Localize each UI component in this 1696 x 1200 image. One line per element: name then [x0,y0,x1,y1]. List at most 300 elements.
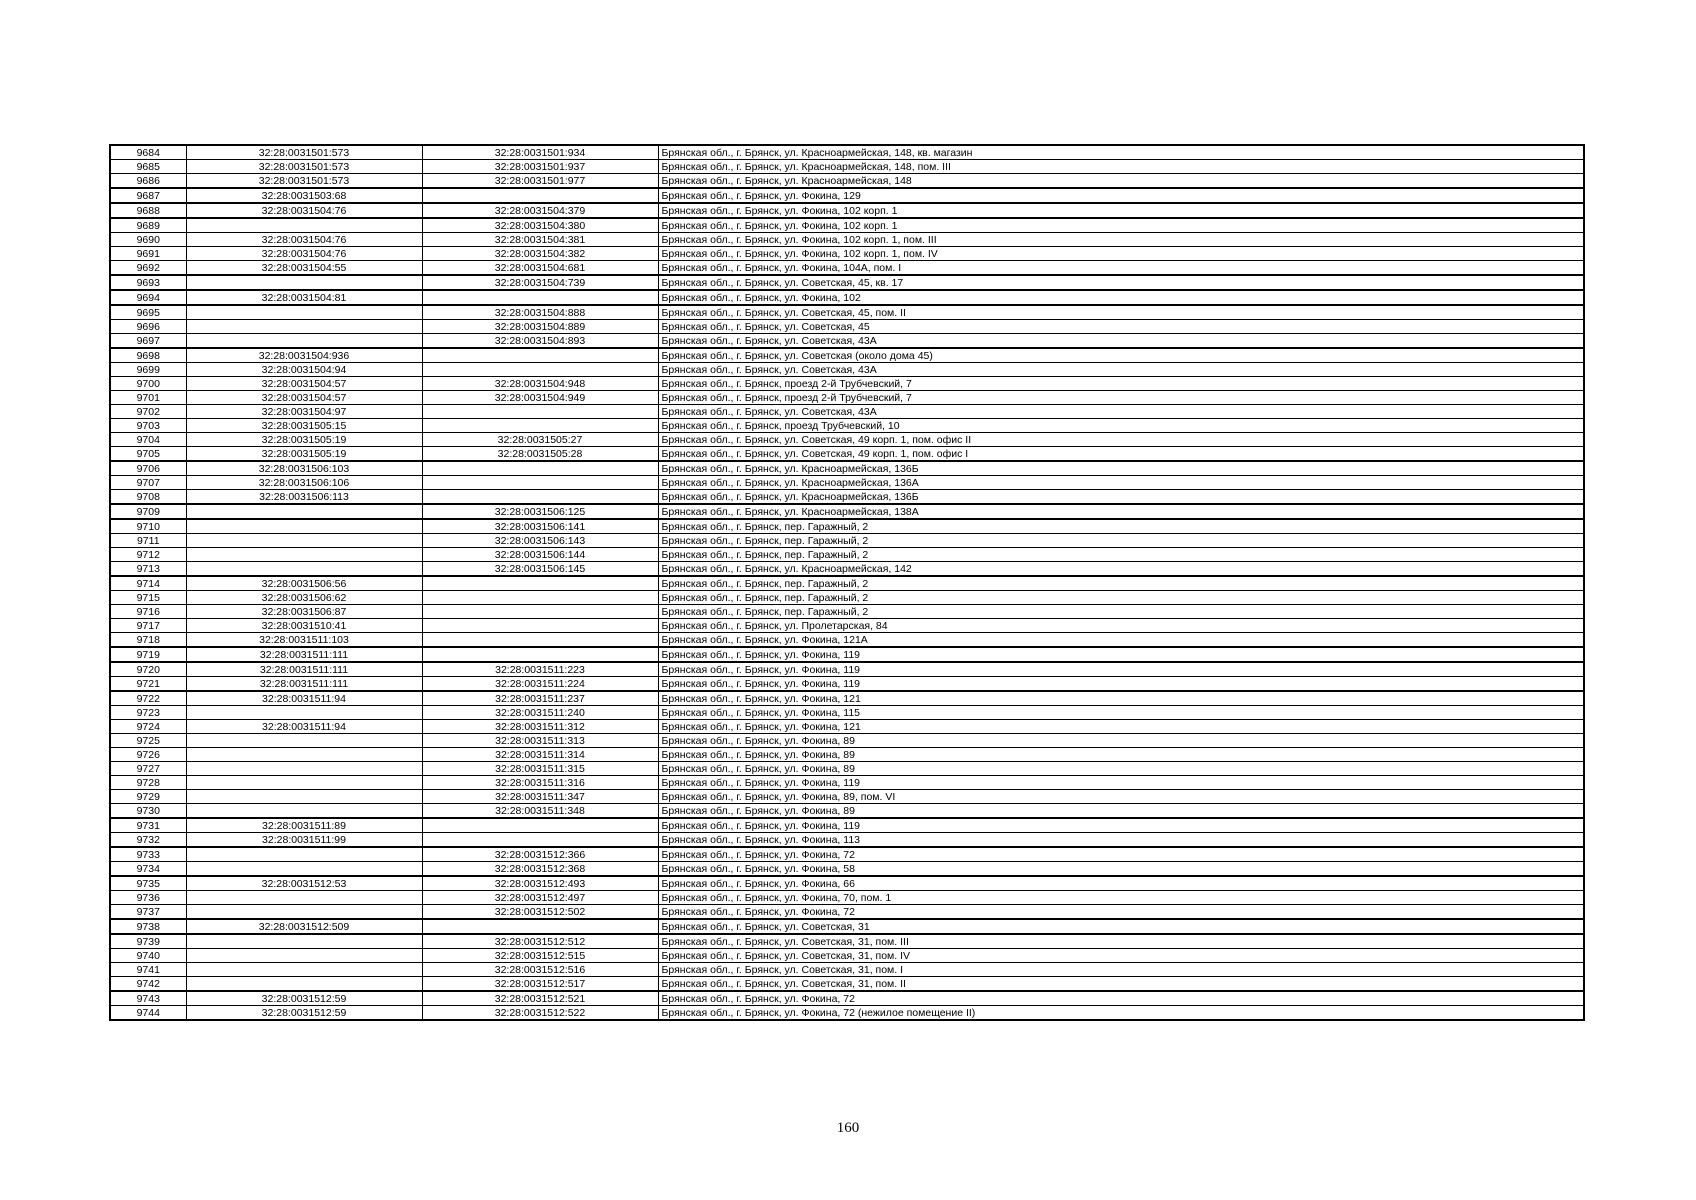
object-cadastral-number-cell [422,591,658,605]
object-cadastral-number-cell: 32:28:0031511:312 [422,720,658,734]
object-cadastral-number-cell [422,919,658,934]
land-cadastral-number-cell [186,776,422,790]
address-cell: Брянская обл., г. Брянск, ул. Красноармейская, 142 [658,562,1584,577]
address-cell: Брянская обл., г. Брянск, ул. Фокина, 89, пом. VI [658,790,1584,804]
land-cadastral-number-cell: 32:28:0031512:53 [186,876,422,891]
row-number-cell: 9735 [110,876,186,891]
object-cadastral-number-cell: 32:28:0031504:739 [422,275,658,290]
table-row [110,419,1584,433]
object-cadastral-number-cell [422,476,658,490]
address-cell: Брянская обл., г. Брянск, ул. Фокина, 70, пом. 1 [658,891,1584,905]
address-cell: Брянская обл., г. Брянск, ул. Советская, 31 [658,919,1584,934]
table-row [110,804,1584,819]
object-cadastral-number-cell: 32:28:0031512:521 [422,991,658,1006]
table-row [110,247,1584,261]
row-number-cell: 9736 [110,891,186,905]
object-cadastral-number-cell: 32:28:0031512:366 [422,847,658,862]
table-row [110,576,1584,591]
object-cadastral-number-cell [422,576,658,591]
land-cadastral-number-cell: 32:28:0031506:62 [186,591,422,605]
table-row [110,662,1584,677]
object-cadastral-number-cell [422,633,658,648]
row-number-cell: 9695 [110,305,186,320]
table-row [110,519,1584,534]
land-cadastral-number-cell [186,905,422,920]
row-number-cell: 9719 [110,647,186,662]
land-cadastral-number-cell [186,847,422,862]
object-cadastral-number-cell: 32:28:0031511:314 [422,748,658,762]
land-cadastral-number-cell: 32:28:0031504:81 [186,290,422,305]
object-cadastral-number-cell: 32:28:0031512:515 [422,949,658,963]
object-cadastral-number-cell: 32:28:0031504:681 [422,261,658,276]
address-cell: Брянская обл., г. Брянск, ул. Фокина, 113 [658,833,1584,848]
row-number-cell: 9696 [110,320,186,334]
row-number-cell: 9732 [110,833,186,848]
row-number-cell: 9690 [110,233,186,247]
land-cadastral-number-cell: 32:28:0031512:59 [186,1006,422,1021]
object-cadastral-number-cell [422,405,658,419]
registry-table-body [110,145,1584,1020]
row-number-cell: 9737 [110,905,186,920]
land-cadastral-number-cell [186,519,422,534]
row-number-cell: 9706 [110,461,186,476]
table-row [110,305,1584,320]
row-number-cell: 9715 [110,591,186,605]
address-cell: Брянская обл., г. Брянск, ул. Советская, 45, пом. II [658,305,1584,320]
address-cell: Брянская обл., г. Брянск, ул. Фокина, 72 [658,847,1584,862]
object-cadastral-number-cell: 32:28:0031512:368 [422,862,658,877]
table-row [110,290,1584,305]
address-cell: Брянская обл., г. Брянск, ул. Фокина, 89 [658,748,1584,762]
land-cadastral-number-cell: 32:28:0031505:19 [186,433,422,447]
page-number: 160 [836,1120,860,1136]
land-cadastral-number-cell [186,862,422,877]
address-cell: Брянская обл., г. Брянск, проезд Трубчевский, 10 [658,419,1584,433]
address-cell: Брянская обл., г. Брянск, ул. Фокина, 89 [658,734,1584,748]
address-cell: Брянская обл., г. Брянск, ул. Советская, 31, пом. IV [658,949,1584,963]
object-cadastral-number-cell: 32:28:0031511:237 [422,691,658,706]
object-cadastral-number-cell: 32:28:0031511:223 [422,662,658,677]
object-cadastral-number-cell: 32:28:0031504:379 [422,203,658,218]
address-cell: Брянская обл., г. Брянск, ул. Советская, 31, пом. III [658,934,1584,949]
land-cadastral-number-cell: 32:28:0031511:94 [186,691,422,706]
object-cadastral-number-cell [422,363,658,377]
object-cadastral-number-cell: 32:28:0031501:977 [422,174,658,189]
table-row [110,862,1584,877]
address-cell: Брянская обл., г. Брянск, ул. Фокина, 89 [658,762,1584,776]
object-cadastral-number-cell: 32:28:0031505:27 [422,433,658,447]
row-number-cell: 9699 [110,363,186,377]
table-row [110,762,1584,776]
row-number-cell: 9703 [110,419,186,433]
land-cadastral-number-cell: 32:28:0031501:573 [186,145,422,160]
row-number-cell: 9721 [110,677,186,692]
object-cadastral-number-cell: 32:28:0031504:889 [422,320,658,334]
row-number-cell: 9697 [110,334,186,349]
row-number-cell: 9700 [110,377,186,391]
land-cadastral-number-cell [186,562,422,577]
row-number-cell: 9709 [110,504,186,519]
address-cell: Брянская обл., г. Брянск, ул. Фокина, 102 корп. 1, пом. III [658,233,1584,247]
row-number-cell: 9726 [110,748,186,762]
row-number-cell: 9743 [110,991,186,1006]
object-cadastral-number-cell [422,490,658,505]
land-cadastral-number-cell: 32:28:0031512:509 [186,919,422,934]
address-cell: Брянская обл., г. Брянск, ул. Советская, 43А [658,363,1584,377]
land-cadastral-number-cell: 32:28:0031505:15 [186,419,422,433]
object-cadastral-number-cell: 32:28:0031501:934 [422,145,658,160]
table-row [110,320,1584,334]
address-cell: Брянская обл., г. Брянск, ул. Фокина, 58 [658,862,1584,877]
land-cadastral-number-cell [186,534,422,548]
address-cell: Брянская обл., г. Брянск, ул. Советская, 45 [658,320,1584,334]
address-cell: Брянская обл., г. Брянск, ул. Советская (около дома 45) [658,348,1584,363]
object-cadastral-number-cell: 32:28:0031511:316 [422,776,658,790]
table-row [110,391,1584,405]
object-cadastral-number-cell: 32:28:0031512:516 [422,963,658,977]
object-cadastral-number-cell [422,605,658,619]
address-cell: Брянская обл., г. Брянск, ул. Фокина, 119 [658,677,1584,692]
table-row [110,790,1584,804]
table-row [110,748,1584,762]
row-number-cell: 9727 [110,762,186,776]
row-number-cell: 9716 [110,605,186,619]
table-row [110,934,1584,949]
land-cadastral-number-cell: 32:28:0031504:76 [186,247,422,261]
object-cadastral-number-cell: 32:28:0031504:888 [422,305,658,320]
address-cell: Брянская обл., г. Брянск, ул. Фокина, 72 [658,991,1584,1006]
address-cell: Брянская обл., г. Брянск, ул. Красноармейская, 136А [658,476,1584,490]
address-cell: Брянская обл., г. Брянск, проезд 2-й Трубчевский, 7 [658,377,1584,391]
row-number-cell: 9742 [110,977,186,992]
table-row [110,447,1584,462]
address-cell: Брянская обл., г. Брянск, пер. Гаражный, 2 [658,534,1584,548]
land-cadastral-number-cell: 32:28:0031504:94 [186,363,422,377]
row-number-cell: 9741 [110,963,186,977]
row-number-cell: 9698 [110,348,186,363]
object-cadastral-number-cell: 32:28:0031504:380 [422,218,658,233]
table-row [110,963,1584,977]
table-row [110,776,1584,790]
address-cell: Брянская обл., г. Брянск, ул. Фокина, 121 [658,720,1584,734]
address-cell: Брянская обл., г. Брянск, пер. Гаражный, 2 [658,548,1584,562]
land-cadastral-number-cell [186,963,422,977]
row-number-cell: 9734 [110,862,186,877]
row-number-cell: 9714 [110,576,186,591]
address-cell: Брянская обл., г. Брянск, ул. Советская, 49 корп. 1, пом. офис II [658,433,1584,447]
land-cadastral-number-cell [186,275,422,290]
row-number-cell: 9733 [110,847,186,862]
address-cell: Брянская обл., г. Брянск, ул. Красноармейская, 148, пом. III [658,160,1584,174]
row-number-cell: 9713 [110,562,186,577]
object-cadastral-number-cell: 32:28:0031512:517 [422,977,658,992]
table-row [110,275,1584,290]
table-row [110,377,1584,391]
table-row [110,591,1584,605]
address-cell: Брянская обл., г. Брянск, ул. Фокина, 72 (нежилое помещение II) [658,1006,1584,1021]
land-cadastral-number-cell [186,762,422,776]
object-cadastral-number-cell [422,348,658,363]
land-cadastral-number-cell: 32:28:0031506:106 [186,476,422,490]
row-number-cell: 9689 [110,218,186,233]
table-row [110,261,1584,276]
row-number-cell: 9724 [110,720,186,734]
object-cadastral-number-cell: 32:28:0031504:382 [422,247,658,261]
row-number-cell: 9744 [110,1006,186,1021]
object-cadastral-number-cell [422,461,658,476]
table-row [110,433,1584,447]
address-cell: Брянская обл., г. Брянск, ул. Фокина, 121 [658,691,1584,706]
land-cadastral-number-cell: 32:28:0031511:111 [186,677,422,692]
table-row [110,203,1584,218]
land-cadastral-number-cell [186,334,422,349]
land-cadastral-number-cell [186,977,422,992]
table-row [110,145,1584,160]
land-cadastral-number-cell: 32:28:0031511:103 [186,633,422,648]
object-cadastral-number-cell: 32:28:0031512:512 [422,934,658,949]
table-row [110,691,1584,706]
table-row [110,677,1584,692]
table-row [110,818,1584,833]
object-cadastral-number-cell: 32:28:0031501:937 [422,160,658,174]
table-row [110,188,1584,203]
table-row [110,833,1584,848]
land-cadastral-number-cell [186,949,422,963]
address-cell: Брянская обл., г. Брянск, пер. Гаражный, 2 [658,576,1584,591]
table-row [110,348,1584,363]
row-number-cell: 9725 [110,734,186,748]
object-cadastral-number-cell: 32:28:0031512:493 [422,876,658,891]
table-row [110,562,1584,577]
address-cell: Брянская обл., г. Брянск, ул. Фокина, 119 [658,818,1584,833]
land-cadastral-number-cell [186,706,422,720]
land-cadastral-number-cell: 32:28:0031511:111 [186,662,422,677]
land-cadastral-number-cell [186,504,422,519]
object-cadastral-number-cell [422,647,658,662]
land-cadastral-number-cell: 32:28:0031503:68 [186,188,422,203]
land-cadastral-number-cell [186,891,422,905]
object-cadastral-number-cell: 32:28:0031504:948 [422,377,658,391]
address-cell: Брянская обл., г. Брянск, ул. Пролетарская, 84 [658,619,1584,633]
address-cell: Брянская обл., г. Брянск, ул. Советская, 43А [658,334,1584,349]
land-cadastral-number-cell [186,320,422,334]
address-cell: Брянская обл., г. Брянск, ул. Советская, 45, кв. 17 [658,275,1584,290]
land-cadastral-number-cell: 32:28:0031504:76 [186,203,422,218]
object-cadastral-number-cell [422,419,658,433]
land-cadastral-number-cell: 32:28:0031506:87 [186,605,422,619]
row-number-cell: 9693 [110,275,186,290]
land-cadastral-number-cell [186,804,422,819]
address-cell: Брянская обл., г. Брянск, ул. Советская, 31, пом. II [658,977,1584,992]
table-row [110,706,1584,720]
row-number-cell: 9712 [110,548,186,562]
land-cadastral-number-cell: 32:28:0031506:56 [186,576,422,591]
table-row [110,405,1584,419]
address-cell: Брянская обл., г. Брянск, ул. Советская, 31, пом. I [658,963,1584,977]
address-cell: Брянская обл., г. Брянск, ул. Фокина, 66 [658,876,1584,891]
row-number-cell: 9704 [110,433,186,447]
row-number-cell: 9739 [110,934,186,949]
land-cadastral-number-cell: 32:28:0031504:76 [186,233,422,247]
object-cadastral-number-cell: 32:28:0031506:145 [422,562,658,577]
address-cell: Брянская обл., г. Брянск, ул. Красноармейская, 148 [658,174,1584,189]
land-cadastral-number-cell: 32:28:0031511:99 [186,833,422,848]
object-cadastral-number-cell: 32:28:0031511:348 [422,804,658,819]
land-cadastral-number-cell [186,934,422,949]
object-cadastral-number-cell: 32:28:0031511:240 [422,706,658,720]
object-cadastral-number-cell: 32:28:0031512:522 [422,1006,658,1021]
row-number-cell: 9685 [110,160,186,174]
table-row [110,991,1584,1006]
row-number-cell: 9702 [110,405,186,419]
object-cadastral-number-cell: 32:28:0031511:315 [422,762,658,776]
land-cadastral-number-cell [186,548,422,562]
land-cadastral-number-cell: 32:28:0031510:41 [186,619,422,633]
row-number-cell: 9708 [110,490,186,505]
object-cadastral-number-cell: 32:28:0031506:125 [422,504,658,519]
table-row [110,504,1584,519]
row-number-cell: 9722 [110,691,186,706]
row-number-cell: 9694 [110,290,186,305]
table-row [110,876,1584,891]
table-row [110,720,1584,734]
address-cell: Брянская обл., г. Брянск, ул. Фокина, 102 корп. 1, пом. IV [658,247,1584,261]
table-row [110,977,1584,992]
object-cadastral-number-cell [422,188,658,203]
object-cadastral-number-cell [422,833,658,848]
address-cell: Брянская обл., г. Брянск, ул. Фокина, 121А [658,633,1584,648]
land-cadastral-number-cell: 32:28:0031501:573 [186,160,422,174]
object-cadastral-number-cell: 32:28:0031505:28 [422,447,658,462]
table-row [110,605,1584,619]
row-number-cell: 9723 [110,706,186,720]
object-cadastral-number-cell: 32:28:0031504:381 [422,233,658,247]
address-cell: Брянская обл., г. Брянск, ул. Фокина, 104А, пом. I [658,261,1584,276]
land-cadastral-number-cell [186,305,422,320]
land-cadastral-number-cell: 32:28:0031506:113 [186,490,422,505]
row-number-cell: 9692 [110,261,186,276]
row-number-cell: 9720 [110,662,186,677]
address-cell: Брянская обл., г. Брянск, ул. Красноармейская, 148, кв. магазин [658,145,1584,160]
land-cadastral-number-cell: 32:28:0031501:573 [186,174,422,189]
object-cadastral-number-cell [422,818,658,833]
land-cadastral-number-cell [186,748,422,762]
land-cadastral-number-cell: 32:28:0031505:19 [186,447,422,462]
land-cadastral-number-cell: 32:28:0031512:59 [186,991,422,1006]
table-row [110,476,1584,490]
table-row [110,534,1584,548]
land-cadastral-number-cell: 32:28:0031504:55 [186,261,422,276]
table-row [110,490,1584,505]
table-row [110,619,1584,633]
object-cadastral-number-cell [422,619,658,633]
address-cell: Брянская обл., г. Брянск, ул. Фокина, 102 корп. 1 [658,203,1584,218]
row-number-cell: 9731 [110,818,186,833]
land-cadastral-number-cell [186,734,422,748]
row-number-cell: 9684 [136,146,160,159]
land-cadastral-number-cell [186,218,422,233]
address-cell: Брянская обл., г. Брянск, ул. Фокина, 119 [658,647,1584,662]
object-cadastral-number-cell: 32:28:0031504:893 [422,334,658,349]
table-row [110,334,1584,349]
table-row [110,847,1584,862]
address-cell: Брянская обл., г. Брянск, ул. Советская, 43А [658,405,1584,419]
row-number-cell: 9688 [110,203,186,218]
address-cell: Брянская обл., г. Брянск, ул. Фокина, 72 [658,905,1584,920]
land-cadastral-number-cell: 32:28:0031504:57 [186,377,422,391]
table-row [110,633,1584,648]
table-row [110,174,1584,189]
row-number-cell: 9738 [110,919,186,934]
row-number-cell: 9711 [110,534,186,548]
table-row [110,160,1584,174]
table-row [110,1006,1584,1021]
object-cadastral-number-cell [422,290,658,305]
table-row [110,891,1584,905]
table-row [110,647,1584,662]
object-cadastral-number-cell: 32:28:0031511:224 [422,677,658,692]
object-cadastral-number-cell: 32:28:0031506:143 [422,534,658,548]
address-cell: Брянская обл., г. Брянск, ул. Фокина, 119 [658,662,1584,677]
object-cadastral-number-cell: 32:28:0031511:313 [422,734,658,748]
row-number-cell: 9707 [110,476,186,490]
row-number-cell: 9691 [110,247,186,261]
row-number-cell: 9686 [110,174,186,189]
object-cadastral-number-cell: 32:28:0031512:502 [422,905,658,920]
address-cell: Брянская обл., г. Брянск, ул. Фокина, 102 [658,290,1584,305]
table-row [110,905,1584,920]
land-cadastral-number-cell: 32:28:0031511:111 [186,647,422,662]
address-cell: Брянская обл., г. Брянск, ул. Фокина, 102 корп. 1 [658,218,1584,233]
table-row [110,734,1584,748]
land-cadastral-number-cell: 32:28:0031506:103 [186,461,422,476]
address-cell: Брянская обл., г. Брянск, пер. Гаражный, 2 [658,605,1584,619]
row-number-cell: 9710 [110,519,186,534]
address-cell: Брянская обл., г. Брянск, ул. Советская, 49 корп. 1, пом. офис I [658,447,1584,462]
address-cell: Брянская обл., г. Брянск, ул. Красноармейская, 136Б [658,461,1584,476]
address-cell: Брянская обл., г. Брянск, пер. Гаражный, 2 [658,591,1584,605]
table-row [110,363,1584,377]
address-cell: Брянская обл., г. Брянск, ул. Красноармейская, 138А [658,504,1584,519]
address-cell: Брянская обл., г. Брянск, ул. Красноармейская, 136Б [658,490,1584,505]
address-cell: Брянская обл., г. Брянск, ул. Фокина, 119 [658,776,1584,790]
table-row [110,218,1584,233]
address-cell: Брянская обл., г. Брянск, ул. Фокина, 129 [658,188,1584,203]
address-cell: Брянская обл., г. Брянск, ул. Фокина, 115 [658,706,1584,720]
table-row [110,919,1584,934]
address-cell: Брянская обл., г. Брянск, ул. Фокина, 89 [658,804,1584,819]
table-row [110,949,1584,963]
row-number-cell: 9730 [110,804,186,819]
land-cadastral-number-cell: 32:28:0031511:89 [186,818,422,833]
address-cell: Брянская обл., г. Брянск, проезд 2-й Трубчевский, 7 [658,391,1584,405]
row-number-cell: 9701 [110,391,186,405]
row-number-cell: 9729 [110,790,186,804]
land-cadastral-number-cell: 32:28:0031511:94 [186,720,422,734]
row-number-cell: 9705 [110,447,186,462]
table-row [110,461,1584,476]
land-cadastral-number-cell: 32:28:0031504:57 [186,391,422,405]
object-cadastral-number-cell: 32:28:0031512:497 [422,891,658,905]
row-number-cell: 9718 [110,633,186,648]
registry-table [109,144,1585,1021]
object-cadastral-number-cell: 32:28:0031506:144 [422,548,658,562]
row-number-cell: 9728 [110,776,186,790]
address-cell: Брянская обл., г. Брянск, пер. Гаражный, 2 [658,519,1584,534]
table-row [110,233,1584,247]
object-cadastral-number-cell: 32:28:0031506:141 [422,519,658,534]
land-cadastral-number-cell [186,790,422,804]
